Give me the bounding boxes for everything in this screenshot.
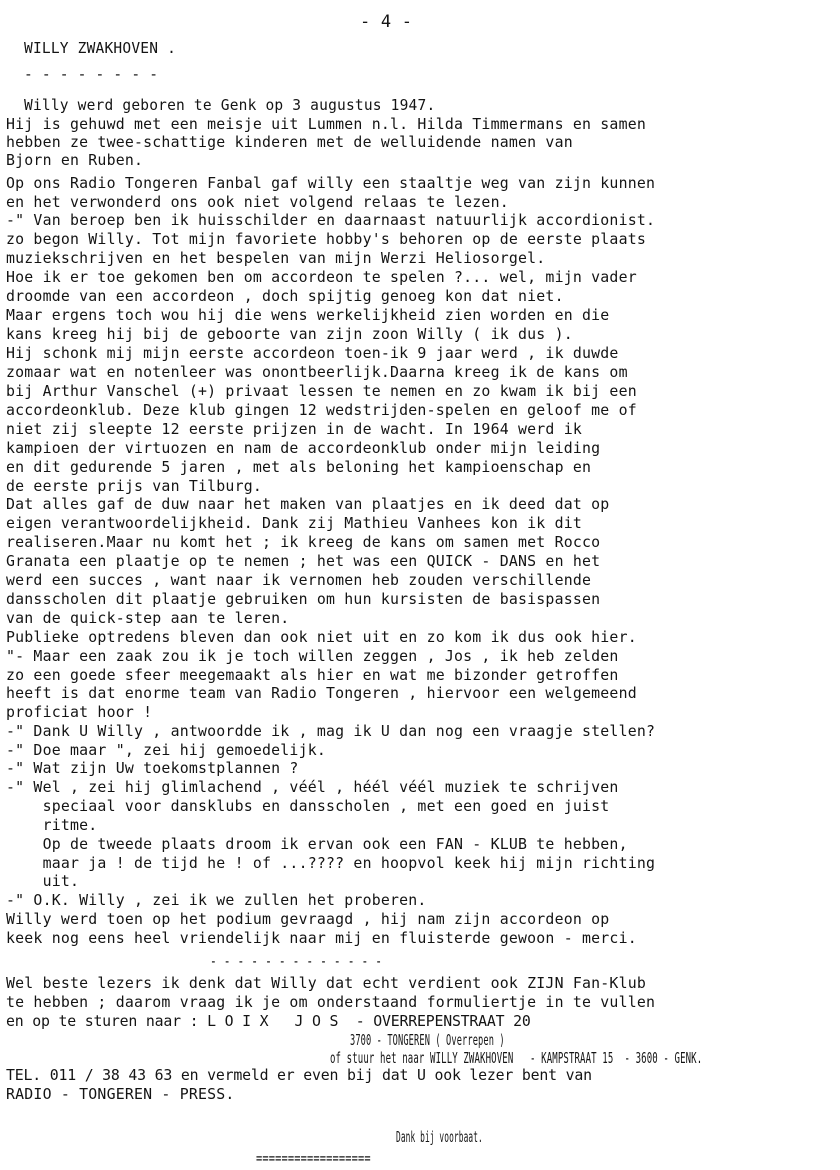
text-line: Publieke optredens bleven dan ook niet uit en zo kom ik dus ook hier. xyxy=(6,628,637,646)
text-line: kampioen der virtuozen en nam de accordeonklub onder mijn leiding xyxy=(6,439,601,457)
end-rule: ================== xyxy=(256,1149,371,1167)
text-line: accordeonklub. Deze klub gingen 12 wedstrijden-spelen en geloof me of xyxy=(6,401,637,419)
text-line: en het verwonderd ons ook niet volgend relaas te lezen. xyxy=(6,193,509,211)
text-line: Hij schonk mij mijn eerste accordeon toen-ik 9 jaar werd , ik duwde xyxy=(6,344,619,362)
heading-underline: - - - - - - - - xyxy=(24,65,159,83)
text-line: Op ons Radio Tongeren Fanbal gaf willy een staaltje weg van zijn kunnen xyxy=(6,174,656,192)
text-line: Granata een plaatje op te nemen ; het was een QUICK - DANS en het xyxy=(6,552,601,570)
text-line: realiseren.Maar nu komt het ; ik kreeg de kans om samen met Rocco xyxy=(6,533,601,551)
text-line: speciaal voor dansklubs en dansscholen , met een goed en juist xyxy=(6,797,610,815)
text-line: te hebben ; daarom vraag ik je om onderstaand formuliertje in te vullen xyxy=(6,993,656,1011)
text-line: zo begon Willy. Tot mijn favoriete hobby's behoren op de eerste plaats xyxy=(6,230,647,248)
text-line: zomaar wat en notenleer was onontbeerlijk.Daarna kreeg ik de kans om xyxy=(6,363,628,381)
text-line: niet zij sleepte 12 eerste prijzen in de wacht. In 1964 werd ik xyxy=(6,420,583,438)
section-divider: - - - - - - - - - - - - - xyxy=(210,952,383,970)
text-line: -" Dank U Willy , antwoordde ik , mag ik U dan nog een vraagje stellen? xyxy=(6,722,656,740)
text-line: Op de tweede plaats droom ik ervan ook een FAN - KLUB te hebben, xyxy=(6,835,628,853)
text-line: -" Wel , zei hij glimlachend , véél , héél véél muziek te schrijven xyxy=(6,778,619,796)
text-line: -" Doe maar ", zei hij gemoedelijk. xyxy=(6,741,327,759)
text-line: Willy werd toen op het podium gevraagd , hij nam zijn accordeon op xyxy=(6,910,610,928)
text-line: zo een goede sfeer meegemaakt als hier en wat me bizonder getroffen xyxy=(6,666,619,684)
text-line: Hoe ik er toe gekomen ben om accordeon te spelen ?... wel, mijn vader xyxy=(6,268,637,286)
text-line: en dit gedurende 5 jaren , met als beloning het kampioenschap en xyxy=(6,458,592,476)
text-line: Willy werd geboren te Genk op 3 augustus 1947. xyxy=(24,96,436,114)
text-line: bij Arthur Vanschel (+) privaat lessen te nemen en zo kwam ik bij een xyxy=(6,382,637,400)
address-line: 3700 - TONGEREN ( Overrepen ) xyxy=(350,1031,505,1049)
closing-line: Dank bij voorbaat. xyxy=(396,1128,483,1146)
text-line: Maar ergens toch wou hij die wens werkelijkheid zien worden en die xyxy=(6,306,610,324)
text-line: -" Van beroep ben ik huisschilder en daarnaast natuurlijk accordionist. xyxy=(6,211,656,229)
text-line: keek nog eens heel vriendelijk naar mij en fluisterde gewoon - merci. xyxy=(6,929,637,947)
text-line: ritme. xyxy=(6,816,98,834)
text-line: dansscholen dit plaatje gebruiken om hun kursisten de basispassen xyxy=(6,590,601,608)
text-line: werd een succes , want naar ik vernomen heb zouden verschillende xyxy=(6,571,592,589)
text-line: -" O.K. Willy , zei ik we zullen het proberen. xyxy=(6,891,427,909)
text-line: "- Maar een zaak zou ik je toch willen zeggen , Jos , ik heb zelden xyxy=(6,647,619,665)
text-line: van de quick-step aan te leren. xyxy=(6,609,290,627)
text-line: proficiat hoor ! xyxy=(6,703,153,721)
text-line: Dat alles gaf de duw naar het maken van plaatjes en ik deed dat op xyxy=(6,495,610,513)
text-line: Bjorn en Ruben. xyxy=(6,151,144,169)
text-line: en op te sturen naar : L O I X J O S - OVERREPENSTRAAT 20 xyxy=(6,1012,531,1030)
text-line: maar ja ! de tijd he ! of ...???? en hoopvol keek hij mijn richting xyxy=(6,854,656,872)
text-line: -" Wat zijn Uw toekomstplannen ? xyxy=(6,759,299,777)
text-line: heeft is dat enorme team van Radio Tongeren , hiervoor een welgemeend xyxy=(6,684,637,702)
text-line: droomde van een accordeon , doch spijtig genoeg kon dat niet. xyxy=(6,287,564,305)
address-line: of stuur het naar WILLY ZWAKHOVEN - KAMPSTRAAT 15 - 3600 - GENK. xyxy=(330,1049,703,1067)
text-line: eigen verantwoordelijkheid. Dank zij Mathieu Vanhees kon ik dit xyxy=(6,514,583,532)
text-line: kans kreeg hij bij de geboorte van zijn zoon Willy ( ik dus ). xyxy=(6,325,573,343)
text-line: uit. xyxy=(6,872,80,890)
text-line: muziekschrijven en het bespelen van mijn Werzi Heliosorgel. xyxy=(6,249,546,267)
text-line: TEL. 011 / 38 43 63 en vermeld er even bij dat U ook lezer bent van xyxy=(6,1066,592,1084)
heading: WILLY ZWAKHOVEN . xyxy=(24,39,177,57)
text-line: RADIO - TONGEREN - PRESS. xyxy=(6,1085,235,1103)
text-line: Wel beste lezers ik denk dat Willy dat echt verdient ook ZIJN Fan-Klub xyxy=(6,974,647,992)
page-number: - 4 - xyxy=(360,12,413,32)
text-line: Hij is gehuwd met een meisje uit Lummen n.l. Hilda Timmermans en samen xyxy=(6,115,647,133)
text-line: hebben ze twee-schattige kinderen met de welluidende namen van xyxy=(6,133,573,151)
text-line: de eerste prijs van Tilburg. xyxy=(6,477,263,495)
